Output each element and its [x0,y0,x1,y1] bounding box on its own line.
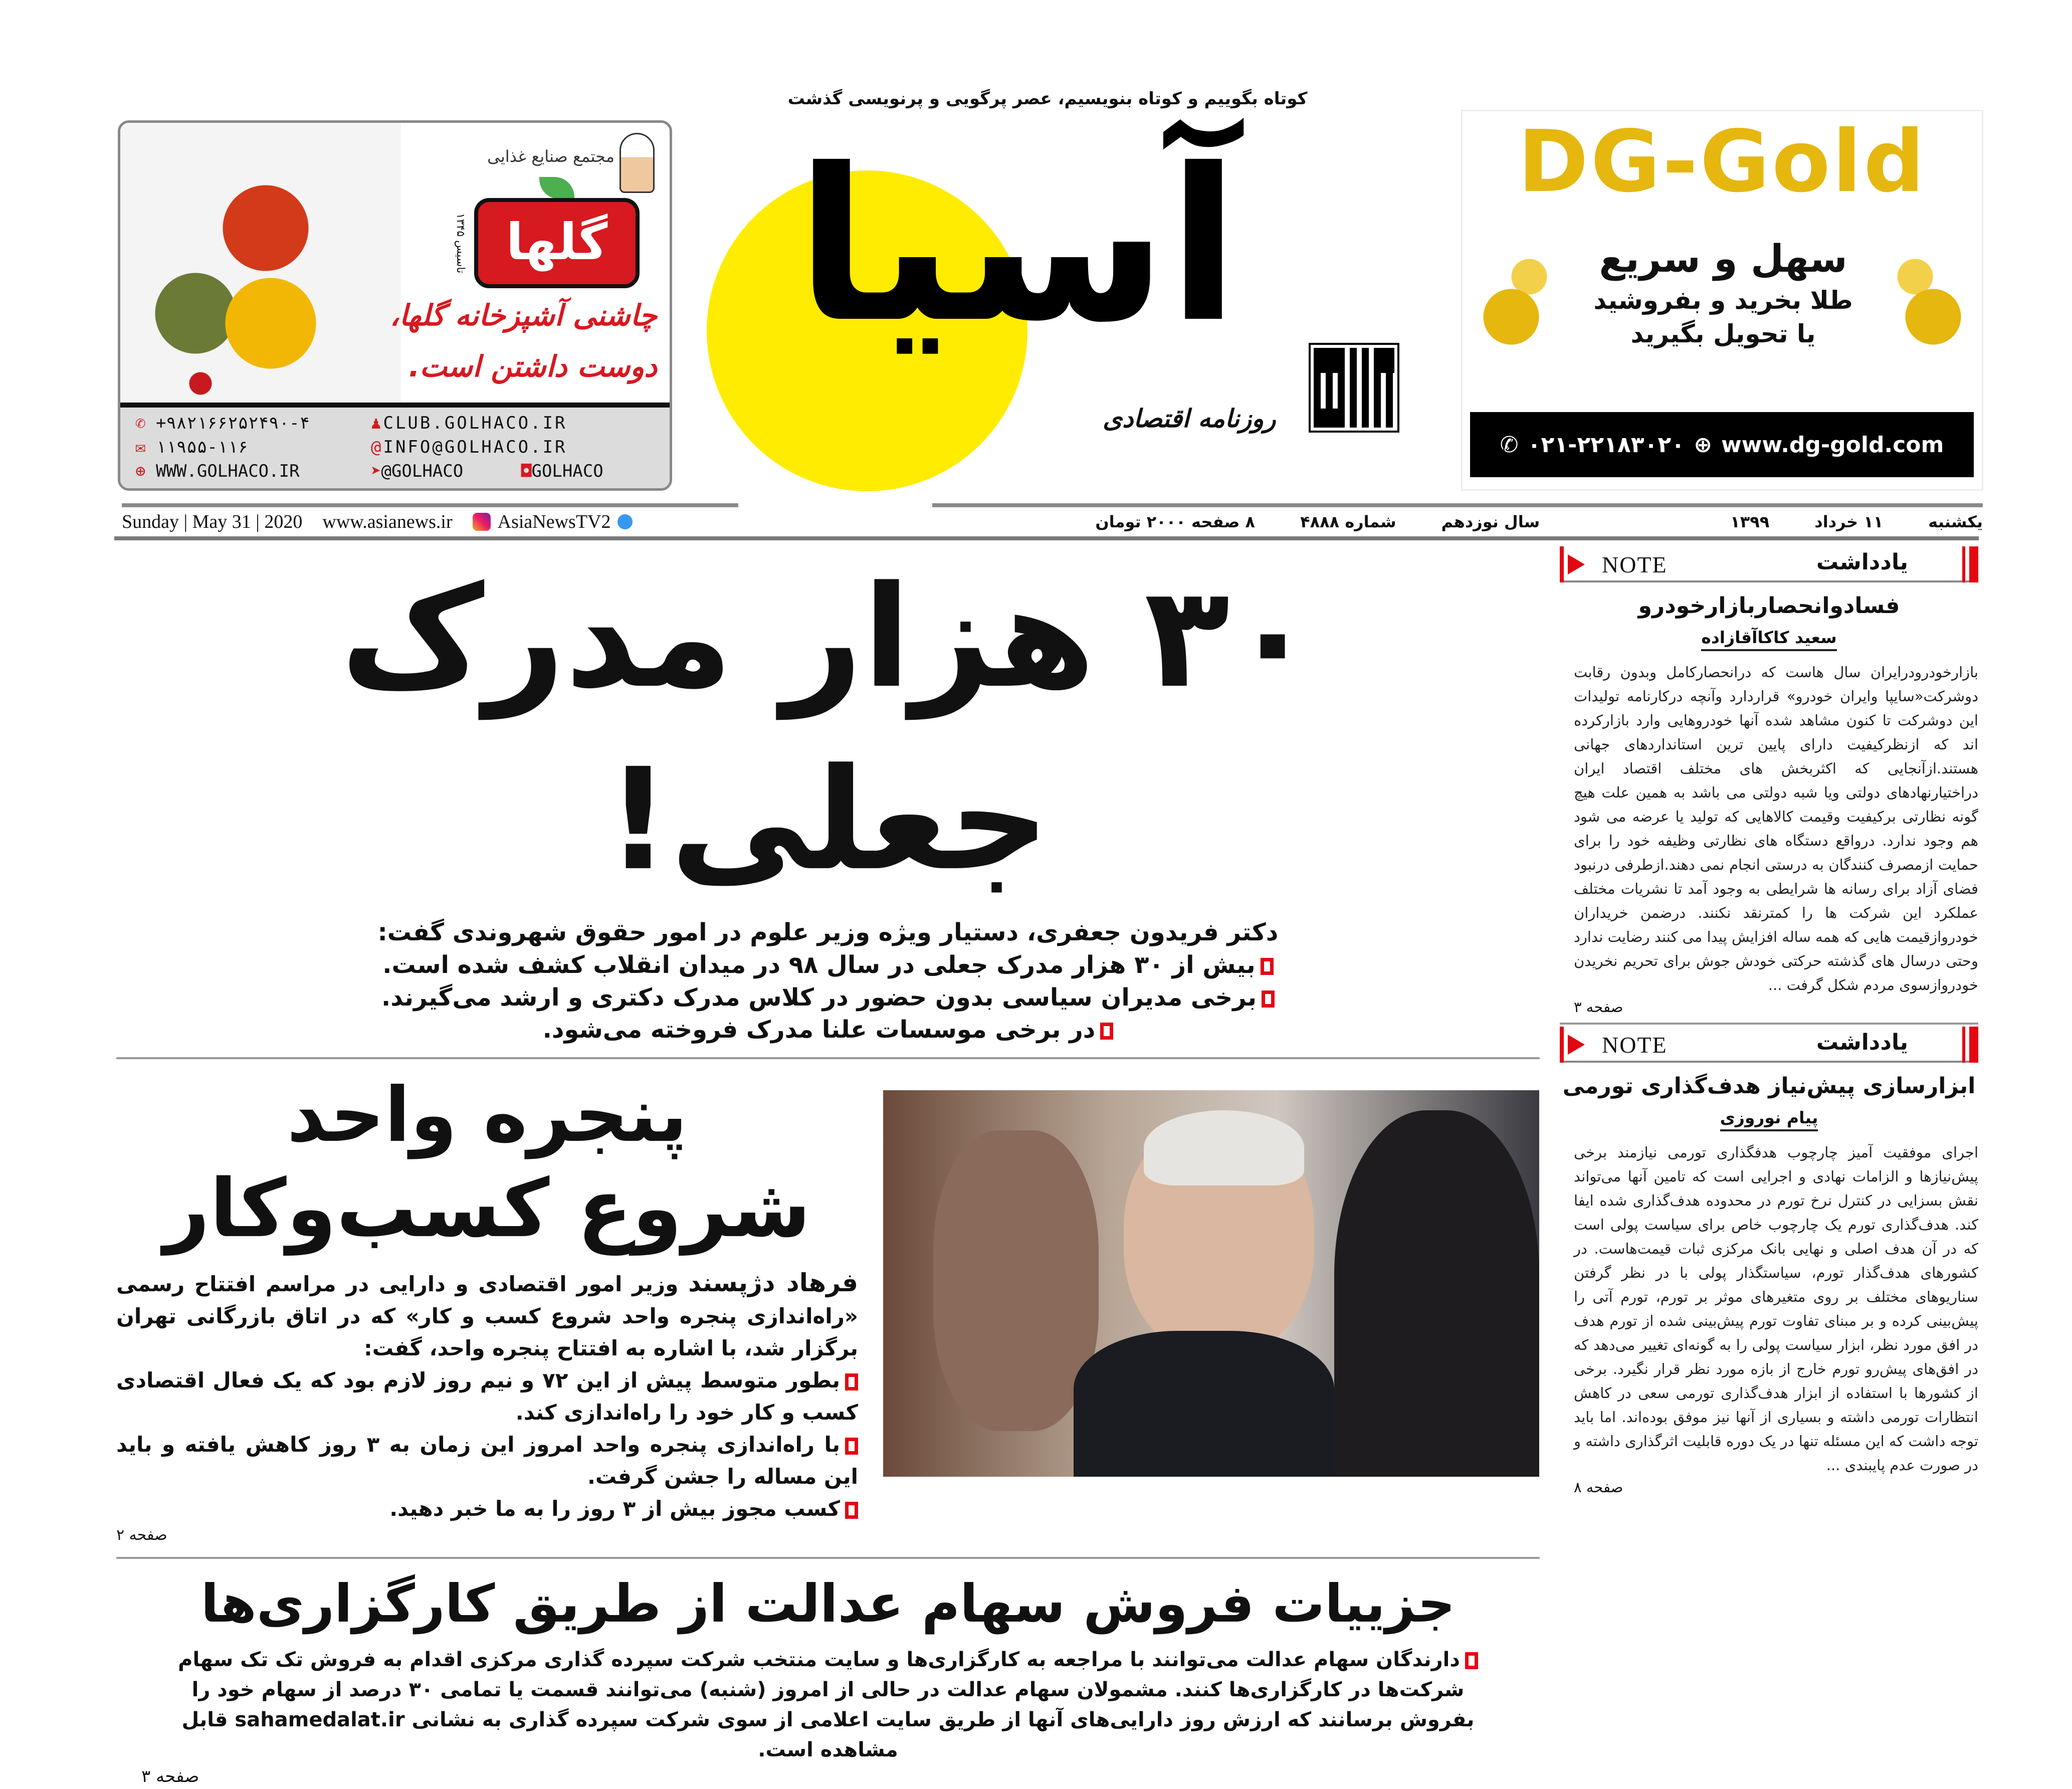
ad-phone: +۹۸۲۱۶۶۲۵۲۴۹۰-۴ [155,413,310,433]
chef-icon [619,133,655,193]
date-english: Sunday | May 31 | 2020 [122,511,303,532]
instagram-icon: ◘ [521,461,532,481]
third-headline[interactable]: جزییات فروش سهام عدالت از طریق کارگزاری‌ها [200,1573,1456,1635]
ad-line: یا تحویل بگیرید [1630,319,1816,349]
volume: سال نوزدهم [1441,512,1540,531]
note-author-name: سعید کاکاآقازاده [1701,628,1836,651]
note-author [1560,1106,1978,1129]
globe-icon: ⊕ [135,461,146,481]
golha-logo: گلها [474,198,640,288]
page-ref[interactable]: صفحه ۲ [116,1526,167,1544]
main-column [116,546,1540,1789]
ad-website[interactable]: WWW.GOLHACO.IR [155,461,300,481]
phone-icon: ✆ [1500,432,1519,458]
ad-contact-bar [120,408,670,488]
website-link[interactable]: www.asianews.ir [322,511,453,532]
lead-bullets [116,949,1540,1046]
lead-bullet [543,1014,1114,1046]
phone-icon: ✆ [135,413,146,433]
gold-bars-icon [1475,247,1565,347]
ad-po-box: ۱۱۹۵۵-۱۱۶ [155,437,249,457]
year: ۱۳۹۹ [1730,512,1770,531]
lead-bullet-text: بیش از ۳۰ هزار مدرک جعلی در سال ۹۸ در میدان انقلاب کشف شده است. [382,950,1256,979]
dggold-logo: DG-Gold [1518,112,1927,212]
lead-bullet-text: برخی مدیران سیاسی بدون حضور در کلاس مدرک دکتری و ارشد می‌گیرند. [381,983,1257,1012]
article-bullet: کسب مجوز بیش از ۳ روز را به ما خبر دهید. [389,1496,840,1521]
note-title[interactable]: فسادوانحصاربازارخودرو [1638,593,1900,619]
instagram-icon [473,513,491,531]
note-author-name: پیام نوروزی [1720,1108,1818,1131]
gold-bars-icon [1879,247,1969,347]
pages-price: ۸ صفحه ۲۰۰۰ تومان [1095,512,1256,531]
minister-photo [883,1090,1539,1477]
club-icon: ♟ [371,413,383,433]
ad-slogan: دوست داشتن است. [408,349,657,383]
date-bar [122,508,1983,535]
note [1560,546,1978,1027]
note-title[interactable]: ابزارسازی پیش‌نیاز هدف‌گذاری تورمی [1562,1073,1976,1099]
logo-wordmark: آسیا [795,124,1240,369]
note-label-fa: یادداشت [1816,549,1908,575]
ad-telegram[interactable]: @GOLHACO [381,461,464,481]
note-header [1560,546,1978,582]
third-text: دارندگان سهام عدالت می‌توانند با مراجعه به کارگزاری‌ها و سایت منتخب شرکت سپرده گذاری مرکزی اقدام به فروش تک تک سهام شرکت‌ها در کارگزاری‌ها کنند. مشمولان سهام عدالت در حالی از امروز (شنبه) می‌توانند قسمت یا تمامی ۳۰ درصد از سهام خود را بفروش برسانند که ارزش روز دارایی‌های آنها از طریق سایت اعلامی از سوی شرکت سپرده گذاری به نشانی sahamedalat.ir قابل مشاهده است. [178,1648,1475,1762]
logo-subtitle: روزنامه اقتصادی [1103,404,1276,433]
note-author [1560,626,1978,649]
article-lead-text: وزیر امور اقتصادی و دارایی در مراسم افتتاح رسمی «راه‌اندازی پنجره واحد شروع کسب و کار» که در اتاق بازرگانی تهران برگزار شد، با اشاره به افتتاح پنجره واحد، گفت: [116,1272,858,1361]
verified-icon [617,514,633,529]
ad-instagram[interactable]: GOLHACO [531,461,603,481]
telegram-icon: ➤ [371,461,381,481]
leaf-icon [539,177,574,199]
note-body: اجرای موفقیت آمیز چارچوب هدفگذاری تورمی نیازمند برخی پیش‌نیازها و الزامات نهادی و اجرایی است که تامین آنها می‌تواند نقش بسزایی در کنترل نرخ تورم در محدوده هدف‌گذاری شده ایفا کند. هدف‌گذاری تورم یک چارچوب خاص برای سیاست پولی است که در آن هدف اصلی و نهایی بانک مرکزی ثبات قیمت‌هاست. در کشورهای هدف‌گذار تورم، سیاستگذار پولی با در نظر گرفتن سناریوهای مختلف بر روی متغیرهای موثر بر تورم، تورم آتی را پیش‌بینی کرده و بر مبنای تفاوت تورم پیش‌بینی شده از تورم هدف در افق مورد نظر، ابزار سیاست پولی را به گونه‌ای تغییر می‌دهد که در افق‌های پیش‌رو تورم خارج از بازه مورد نظر قرار نگیرد. برخی از کشورها با استفاده از ابزار هدف‌گذاری تورمی سعی در کاهش انتظارات تورمی داشته و بسیاری از آنها نیز موفق بوده‌اند. اما باید توجه داشت که این مسئله تنها در یک دوره قابلیت اثرگذاری داشته و در صورت عدم پایبندی ... [1574,1144,1978,1474]
ad-line: طلا بخرید و بفروشید [1593,285,1853,315]
page-ref[interactable]: صفحه ۳ [141,1766,199,1787]
second-headline-1[interactable]: پنجره واحد [287,1072,688,1159]
notes-column [1560,546,1978,1498]
play-arrow-icon [1568,554,1585,574]
article-bullet: با راه‌اندازی پنجره واحد امروز این زمان به ۳ روز کاهش یافته و باید این مساله را جشن گرفت. [116,1432,858,1489]
weekday: یکشنبه [1928,512,1983,531]
dggold-contact-bar [1470,412,1974,477]
second-headline-2[interactable]: شروع کسب‌وکار [163,1161,811,1256]
lead-headline[interactable]: ۳۰ هزار مدرک جعلی! [340,556,1316,902]
mail-icon: ✉ [135,437,146,457]
logo[interactable] [692,120,1403,501]
play-arrow-icon [1568,1035,1585,1055]
ad-line: سهل و سریع [1599,236,1847,281]
qr-code-icon [1311,345,1397,431]
article-lead-name: فرهاد دژپسند [688,1268,858,1298]
note-label-en: NOTE [1602,1032,1668,1058]
lead-bullet [382,949,1273,981]
issue-number: شماره ۴۸۸۸ [1300,512,1396,531]
day-month: ۱۱ خرداد [1814,512,1884,531]
page-ref[interactable]: صفحه ۳ [1574,999,1623,1016]
lead-kicker: دکتر فریدون جعفری، دستیار ویژه وزیر علوم در امور حقوق شهروندی گفت: [377,918,1279,946]
note-body: بازارخودرودرایران سال هاست که درانحصارکامل وبدون رقابت دوشرکت«سایپا وایران خودرو» قراردارد وآنچه درکارنامه تولیدات این دوشرکت تا کنون مشاهد شده آنها خودروهایی وارد بازارکرده اند که ازنظرکیفیت دارای پایین ترین استانداردهای جهانی هستند.ازآنجایی که اکثربخش های مختلف اقتصاد ایران دراختیارنهادهای دولتی ویا شبه دولتی می باشد به همین علت هیچ گونه نظارتی برکیفیت وقیمت کالاهایی که تولید یا عرضه می شود هم وجود ندارد. درواقع دستگاه های نظارتی وظیفه خود را برای حمایت ازمصرف کنندگان به درستی انجام نمی دهند.ازطرفی درنبود فضای آزاد برای رسانه ها شرایطی به وجود آمد تا نشریات مختلف عملکرد این شرکت ها را کمترنقد نکنند. درضمن خریداران خودروازقیمت هایی که همه ساله افزایش پیدا می کنند رضایت ندارد وحتی درسال های گذشته حرکتی خودش جوش برای تحریم نخریدن خودروازسوی مردم شکل گرفت ... [1574,664,1978,994]
note-header [1560,1027,1978,1063]
note-label-fa: یادداشت [1816,1029,1908,1055]
globe-icon: ⊕ [1694,432,1713,458]
lead-bullet-text: در برخی موسسات علنا مدرک فروخته می‌شود. [542,1016,1096,1044]
ad-dggold[interactable] [1461,110,1983,491]
ad-company: مجتمع صنایع غذایی [487,147,614,166]
ad-email[interactable]: INFO@GOLHACO.IR [383,437,567,457]
spices-image [120,123,401,403]
ad-club[interactable]: CLUB.GOLHACO.IR [383,413,567,433]
dggold-phone: ۰۲۱-۲۲۱۸۳۰۲۰ [1527,432,1685,458]
page-ref[interactable]: صفحه ۸ [1574,1479,1623,1496]
masthead-tagline: کوتاه بگوییم و کوتاه بنویسیم، عصر پرگویی و پرنویسی گذشت [787,89,1308,109]
note-label-en: NOTE [1602,552,1668,577]
article-bullet: بطور متوسط پیش از این ۷۲ و نیم روز لازم بود که یک فعال اقتصادی کسب و کار خود را راه‌اندازی کند. [116,1368,858,1425]
note [1560,1027,1978,1498]
third-article [116,1645,1540,1765]
ad-slogan: چاشنی آشپزخانه گلها، [389,298,657,332]
instagram-handle[interactable]: AsiaNewsTV2 [497,511,611,532]
ad-golha[interactable] [118,120,672,491]
second-article [116,1267,858,1525]
at-icon: @ [371,437,383,457]
founded: تاسیس ۱۳۴۵ [454,213,467,274]
dggold-website[interactable]: www.dg-gold.com [1721,432,1944,458]
lead-bullet [381,981,1275,1014]
